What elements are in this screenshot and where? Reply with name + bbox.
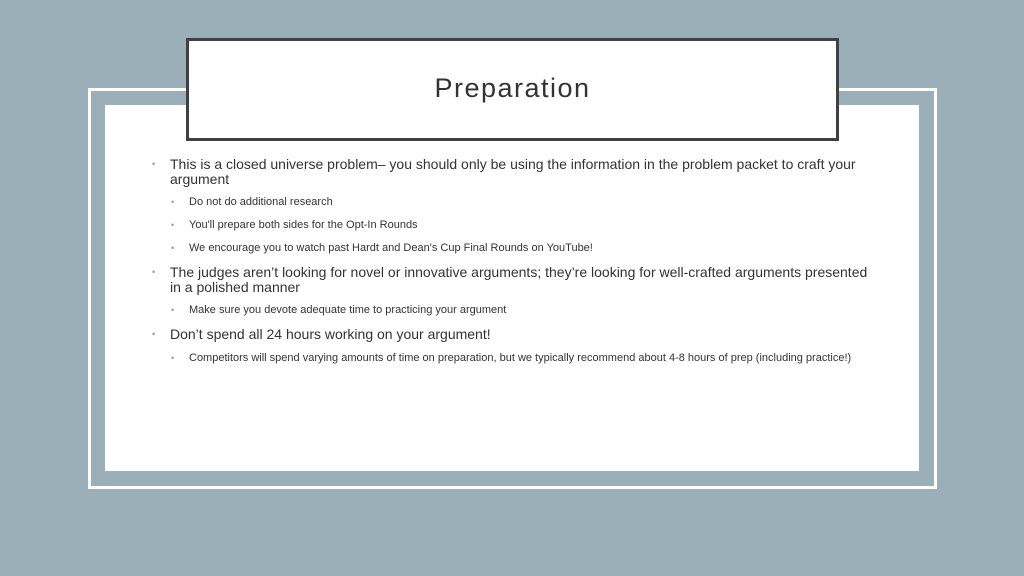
bullet-text: Don’t spend all 24 hours working on your argument! xyxy=(170,326,491,342)
bullet-item xyxy=(152,265,872,295)
bullet-item xyxy=(152,157,872,187)
bullet-icon: • xyxy=(152,329,156,339)
sub-bullet-text: You'll prepare both sides for the Opt-In Rounds xyxy=(189,219,418,231)
sub-bullet-item xyxy=(171,352,871,365)
title-box xyxy=(186,38,839,141)
bullet-icon: • xyxy=(152,267,156,277)
sub-bullet-text: Do not do additional research xyxy=(189,196,333,208)
sub-bullet-item xyxy=(171,242,871,255)
bullet-icon: • xyxy=(171,197,175,207)
bullet-icon: • xyxy=(171,220,175,230)
sub-bullet-text: Competitors will spend varying amounts of time on preparation, but we typically recommend about 4-8 hours of prep (including practice!) xyxy=(189,352,852,364)
sub-bullet-item xyxy=(171,304,871,317)
bullet-icon: • xyxy=(152,159,156,169)
bullet-icon: • xyxy=(171,305,175,315)
sub-bullet-item xyxy=(171,196,871,209)
bullet-item xyxy=(152,327,872,342)
sub-bullet-text: Make sure you devote adequate time to practicing your argument xyxy=(189,304,507,316)
bullet-icon: • xyxy=(171,243,175,253)
sub-bullet-item xyxy=(171,219,871,232)
bullet-text: The judges aren’t looking for novel or innovative arguments; they’re looking for well-crafted arguments presented in a polished manner xyxy=(170,264,868,295)
sub-bullet-text: We encourage you to watch past Hardt and Dean's Cup Final Rounds on YouTube! xyxy=(189,242,593,254)
slide-title: Preparation xyxy=(434,73,591,103)
bullet-text: This is a closed universe problem– you should only be using the information in the problem packet to craft your argument xyxy=(170,156,856,187)
bullet-icon: • xyxy=(171,353,175,363)
